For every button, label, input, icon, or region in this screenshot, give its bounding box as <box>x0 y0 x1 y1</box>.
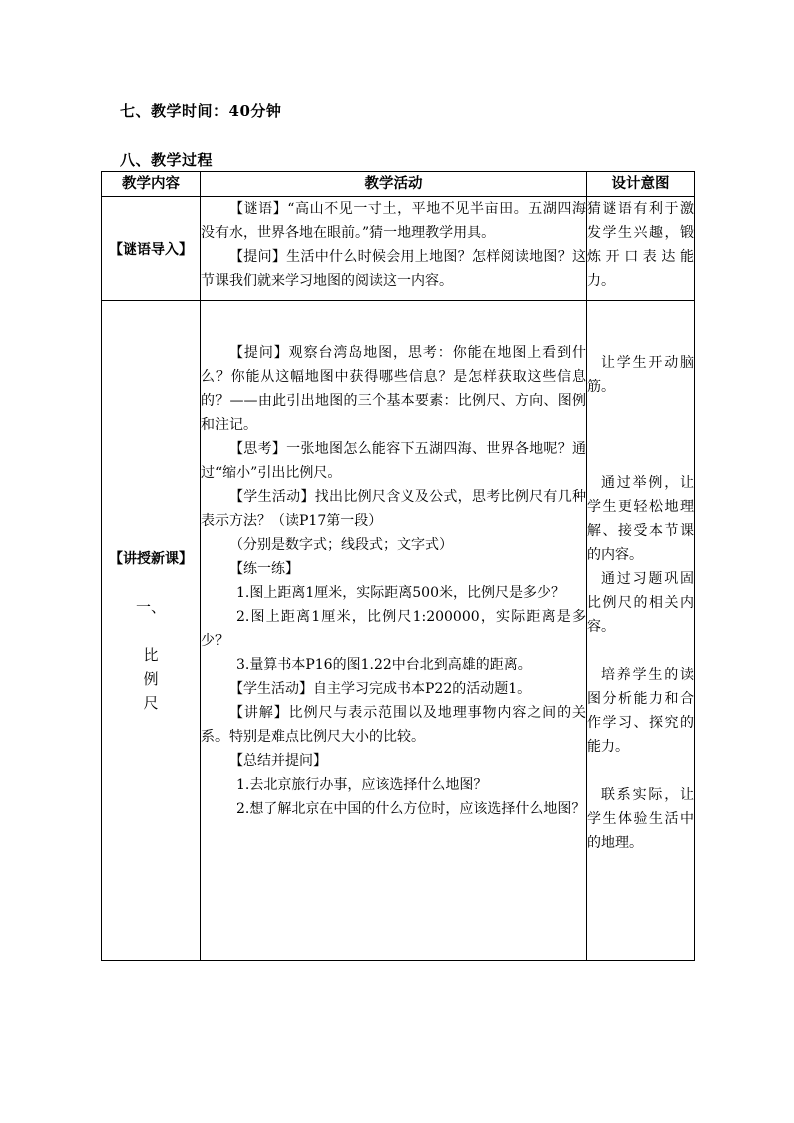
table-header-row <box>102 172 695 197</box>
intent-text: 通过习题巩固比例尺的相关内容。 <box>587 571 694 635</box>
activity-student: 【学生活动】找出比例尺含义及公式，思考比例尺有几种表示方法？（读P17第一段） <box>201 489 586 529</box>
lesson-plan-table <box>101 171 695 961</box>
intent-cell <box>587 301 695 961</box>
practice-q3: 3.量算书本P16的图1.22中台北到高雄的距离。 <box>236 657 532 673</box>
table-row <box>102 301 695 961</box>
intent-text: 通过举例，让学生更轻松地理解、接受本节课的内容。 <box>587 475 694 563</box>
heading-teaching-process: 八、教学过程 <box>120 151 214 169</box>
intent-text: 培养学生的读图分析能力和合作学习、探究的能力。 <box>587 667 694 755</box>
activity-explain: 【讲解】比例尺与表示范围以及地理事物内容之间的关系。特别是难点比例尺大小的比较。 <box>201 705 586 745</box>
intent-text: 猜谜语有利于激发学生兴趣，锻炼开口表达能力。 <box>587 201 694 289</box>
summary-q2: 2.想了解北京在中国的什么方位时，应该选择什么地图？ <box>236 801 586 817</box>
question-text: 【提问】生活中什么时候会用上地图？怎样阅读地图？这节课我们就来学习地图的阅读这一内容。 <box>201 249 586 289</box>
activity-question: 【提问】观察台湾岛地图，思考：你能在地图上看到什么？你能从这幅地图中获得哪些信息？是怎样获取这些信息的？——由此引出地图的三个基本要素：比例尺、方向、图例和注记。 <box>201 345 586 433</box>
activity-practice: 【练一练】 <box>229 561 299 577</box>
header-intent: 设计意图 <box>587 172 695 197</box>
header-content: 教学内容 <box>102 172 201 197</box>
section-new-lesson <box>102 301 201 961</box>
table-row <box>102 197 695 301</box>
activity-self-study: 【学生活动】自主学习完成书本P22的活动题1。 <box>229 681 532 697</box>
riddle-text: 【谜语】“高山不见一寸土，平地不见半亩田。五湖四海没有水，世界各地在眼前。”猜一地理教学用具。 <box>201 201 586 241</box>
activity-summary: 【总结并提问】 <box>229 753 327 769</box>
header-activity: 教学活动 <box>201 172 587 197</box>
practice-q2: 2.图上距离1厘米，比例尺1:200000，实际距离是多少？ <box>201 609 586 649</box>
section-char: 比 <box>143 645 159 664</box>
practice-q1: 1.图上距离1厘米，实际距离500米，比例尺是多少？ <box>236 585 565 601</box>
section-char: 例 <box>143 669 159 688</box>
activity-cell <box>201 197 587 301</box>
section-riddle-intro: 【谜语导入】 <box>102 197 201 301</box>
intent-cell <box>587 197 695 301</box>
activity-think: 【思考】一张地图怎么能容下五湖四海、世界各地呢？通过“缩小”引出比例尺。 <box>201 441 586 481</box>
section-number: 一、 <box>135 597 166 616</box>
activity-cell <box>201 301 587 961</box>
activity-answer: （分别是数字式；线段式；文字式） <box>229 537 453 553</box>
intent-text: 让学生开动脑筋。 <box>587 355 694 395</box>
intent-text: 联系实际，让学生体验生活中的地理。 <box>587 787 694 851</box>
heading-teaching-time: 七、教学时间：40分钟 <box>120 102 282 120</box>
summary-q1: 1.去北京旅行办事，应该选择什么地图？ <box>236 777 488 793</box>
section-title: 【讲授新课】 <box>109 550 193 567</box>
section-char: 尺 <box>143 693 159 712</box>
